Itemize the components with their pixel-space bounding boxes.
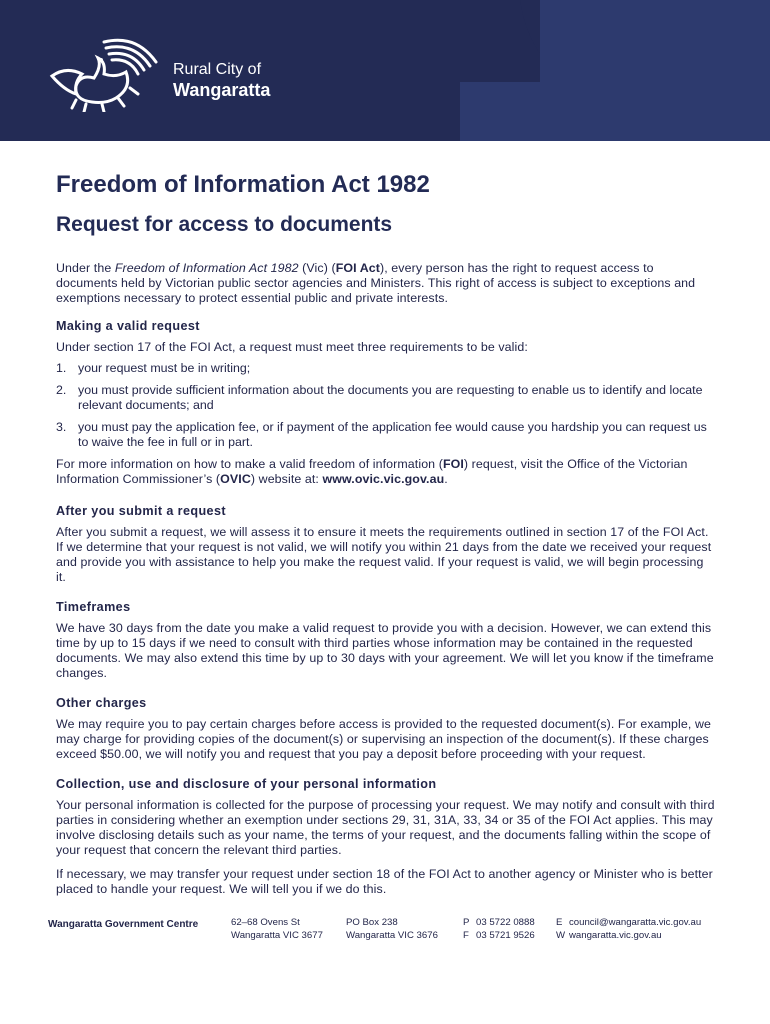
foi-act-abbrev: FOI Act: [335, 261, 380, 275]
footer-email-web: [556, 916, 701, 942]
footer-fax: 03 5721 9526: [476, 930, 535, 941]
list-item: [56, 420, 716, 450]
more-info-text-4: .: [444, 472, 448, 486]
ovic-abbrev: OVIC: [220, 472, 251, 486]
requirements-list: [56, 361, 716, 450]
section-heading-other-charges: Other charges: [56, 696, 147, 710]
page-header: [0, 0, 770, 141]
footer-web-label: W: [556, 930, 566, 941]
list-item-text: your request must be in writing;: [78, 361, 251, 375]
page-title: Freedom of Information Act 1982: [56, 171, 430, 198]
more-info-text-3: ) website at:: [250, 472, 323, 486]
list-item-number: 1.: [56, 361, 67, 375]
footer-phone[interactable]: 03 5722 0888: [476, 917, 535, 928]
section-heading-valid-request: Making a valid request: [56, 319, 200, 333]
page-footer: [0, 914, 770, 954]
timeframes-paragraph: We have 30 days from the date you make a valid request to provide you with a decision. However, we can extend this time by up to 15 days if we need to consult with third parties whose information may be contained in the requested documents. We may also extend this time by up to 30 days with your agreement. We will let you know if the timeframe changes.: [56, 621, 714, 680]
page-subtitle: Request for access to documents: [56, 213, 393, 236]
list-item: [56, 361, 716, 376]
footer-pobox: PO Box 238: [346, 917, 398, 928]
footer-email-link[interactable]: council@wangaratta.vic.gov.au: [569, 917, 702, 928]
footer-phone-fax: [463, 916, 535, 942]
after-submit-paragraph: After you submit a request, we will assess it to ensure it meets the requirements outlined in section 17 of the FOI Act. If we determine that your request is not valid, we will notify you within 21 days from the date we received your request and provide you with assistance to help you make the request valid. If your request is valid, we will begin processing it.: [56, 525, 712, 584]
section-heading-after-submit: After you submit a request: [56, 504, 226, 518]
personal-info-paragraph-1: Your personal information is collected for the purpose of processing your request. We may notify and consult with third parties in considering whether an exemption under sections 29, 31, 31A, 33, 34 or 35 of the FOI Act applies. This may involve disclosing details such as your name, the terms of your request, and the documents falling within the scope of your request that concern the relevant third parties.: [56, 798, 715, 857]
list-item-text: you must pay the application fee, or if payment of the application fee would cause you hardship you can request us to waive the fee in full or in part.: [78, 420, 707, 449]
list-item-text: you must provide sufficient information about the documents you are requesting to enable us to identify and locate relevant documents; and: [78, 383, 703, 412]
document-body: [56, 170, 716, 897]
list-item: [56, 383, 716, 413]
footer-street-address: [231, 916, 323, 942]
act-name-italic: Freedom of Information Act 1982: [114, 261, 299, 275]
more-info-text-2: ) request, visit the Office of the Victorian Information Commissioner’s (: [56, 457, 688, 486]
more-info-text-1: For more information on how to make a valid freedom of information (: [56, 457, 443, 471]
footer-web-link[interactable]: wangaratta.vic.gov.au: [569, 930, 662, 941]
brand-line-1: Rural City of: [173, 61, 262, 78]
list-item-number: 3.: [56, 420, 67, 434]
footer-org-name: Wangaratta Government Centre: [48, 919, 199, 930]
intro-text-2: (Vic) (: [298, 261, 336, 275]
footer-street: 62–68 Ovens St: [231, 917, 300, 928]
footer-fax-label: F: [463, 930, 469, 941]
intro-text-3: ), every person has the right to request access to documents held by Victorian public sector agencies and Ministers. This right of access is subject to exceptions and exemptions necessary to protect essential public and private interests.: [56, 261, 696, 305]
personal-info-paragraph-2: If necessary, we may transfer your request under section 18 of the FOI Act to another agency or Minister who is better placed to handle your request. We will tell you if we do this.: [56, 867, 713, 896]
other-charges-paragraph: We may require you to pay certain charges before access is provided to the requested document(s). For example, we may charge for providing copies of the document(s) or supervising an inspection of the document(s). If these charges exceed $50.00, we will notify you and request that you pay a deposit before proceeding with your request.: [56, 717, 712, 761]
section-heading-personal-info: Collection, use and disclosure of your personal information: [56, 777, 437, 791]
brand-line-2: Wangaratta: [173, 80, 271, 100]
footer-phone-label: P: [463, 917, 470, 928]
intro-text-1: Under the: [56, 261, 115, 275]
foi-abbrev: FOI: [442, 457, 464, 471]
footer-postal-address: [346, 916, 438, 942]
intro-paragraph: [56, 261, 716, 306]
council-swan-logo-icon: [46, 32, 161, 112]
ovic-website-link[interactable]: www.ovic.vic.gov.au: [322, 472, 445, 486]
valid-request-lead: Under section 17 of the FOI Act, a request must meet three requirements to be valid:: [56, 340, 528, 354]
footer-pobox-city: Wangaratta VIC 3676: [346, 930, 438, 941]
more-info-paragraph: [56, 457, 716, 487]
section-heading-timeframes: Timeframes: [56, 600, 131, 614]
list-item-number: 2.: [56, 383, 67, 397]
council-brand-name: [173, 62, 270, 99]
footer-email-label: E: [556, 917, 563, 928]
footer-street-city: Wangaratta VIC 3677: [231, 930, 323, 941]
header-accent-tab: [460, 82, 660, 141]
